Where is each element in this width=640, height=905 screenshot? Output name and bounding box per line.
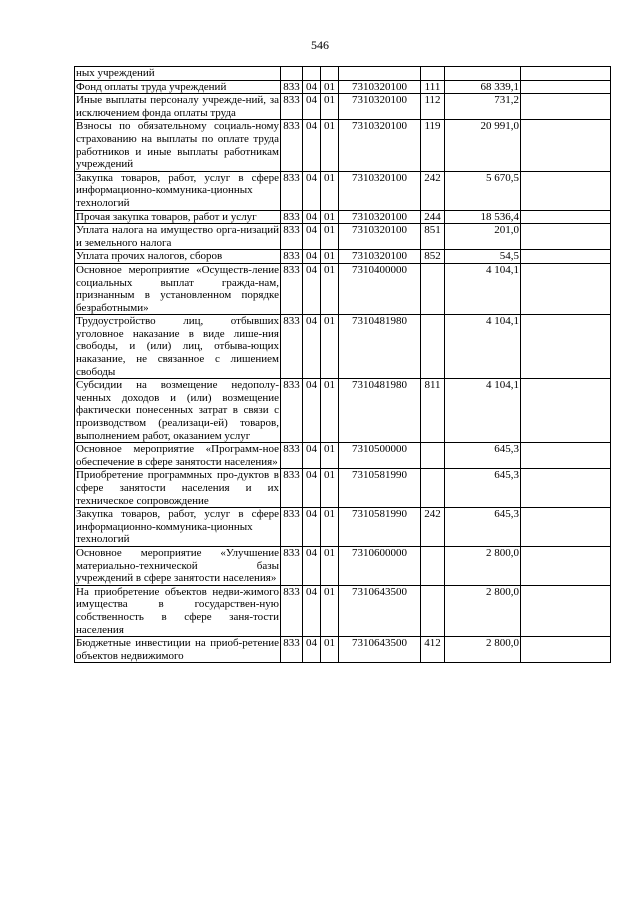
subsection-code-cell [321,67,339,81]
amount-cell: 18 536,4 [445,210,521,224]
subsection-code-cell: 01 [321,637,339,663]
row-name-cell: Основное мероприятие «Программ-ное обеспечение в сфере занятости населения» [76,443,279,468]
target-article-cell: 7310320100 [339,120,421,171]
section-code-cell: 04 [303,94,321,120]
subsection-code-cell: 01 [321,224,339,250]
ministry-code-cell: 833 [281,508,303,547]
expense-type-cell [421,315,445,379]
table-row [75,263,611,314]
table-row [75,171,611,210]
row-name-cell: Закупка товаров, работ, услуг в сфере информационно-коммуника-ционных технологий [76,171,279,209]
amount-cell [445,67,521,81]
extra-cell [521,443,611,469]
amount-cell: 4 104,1 [445,263,521,314]
row-name-cell: ных учреждений [75,67,281,81]
section-code-cell: 04 [303,585,321,636]
expense-type-cell: 242 [421,508,445,547]
section-code-cell: 04 [303,210,321,224]
subsection-code-cell: 01 [321,250,339,264]
table-row [75,80,611,94]
subsection-code-cell: 01 [321,443,339,469]
subsection-code-cell: 01 [321,80,339,94]
extra-cell [521,94,611,120]
table-row [75,379,611,443]
table-row [75,546,611,585]
subsection-code-cell: 01 [321,469,339,508]
extra-cell [521,210,611,224]
table-row [75,508,611,547]
row-name-cell: Основное мероприятие «Осуществ-ление социальных выплат гражда-нам, признанным в установленном порядке безработными» [76,263,279,314]
table-row [75,637,611,663]
target-article-cell: 7310320100 [339,171,421,210]
section-code-cell: 04 [303,171,321,210]
extra-cell [521,315,611,379]
expense-type-cell: 412 [421,637,445,663]
budget-table [74,66,611,663]
target-article-cell: 7310320100 [339,224,421,250]
section-code-cell [303,67,321,81]
extra-cell [521,637,611,663]
amount-cell: 20 991,0 [445,120,521,171]
table-row [75,469,611,508]
amount-cell: 2 800,0 [445,585,521,636]
row-name-cell: Бюджетные инвестиции на приоб-ретение объектов недвижимого [76,637,279,662]
target-article-cell: 7310581990 [339,508,421,547]
expense-type-cell [421,263,445,314]
section-code-cell: 04 [303,263,321,314]
subsection-code-cell: 01 [321,94,339,120]
subsection-code-cell: 01 [321,585,339,636]
target-article-cell: 7310581990 [339,469,421,508]
subsection-code-cell: 01 [321,263,339,314]
subsection-code-cell: 01 [321,120,339,171]
section-code-cell: 04 [303,379,321,443]
section-code-cell: 04 [303,469,321,508]
row-name-cell: Приобретение программных про-дуктов в сфере занятости населения и их техническое сопровождение [76,469,279,507]
section-code-cell: 04 [303,80,321,94]
ministry-code-cell: 833 [281,224,303,250]
table-row [75,120,611,171]
ministry-code-cell: 833 [281,250,303,264]
extra-cell [521,224,611,250]
section-code-cell: 04 [303,508,321,547]
ministry-code-cell: 833 [281,263,303,314]
ministry-code-cell: 833 [281,120,303,171]
ministry-code-cell: 833 [281,469,303,508]
expense-type-cell: 811 [421,379,445,443]
row-name-cell: На приобретение объектов недви-жимого имущества в государствен-ную собственность в сфере заня-тости населения [76,585,279,636]
section-code-cell: 04 [303,637,321,663]
amount-cell: 2 800,0 [445,546,521,585]
expense-type-cell: 111 [421,80,445,94]
expense-type-cell: 242 [421,171,445,210]
table-row [75,315,611,379]
row-name-cell: Фонд оплаты труда учреждений [75,80,281,94]
ministry-code-cell: 833 [281,379,303,443]
extra-cell [521,469,611,508]
amount-cell: 645,3 [445,508,521,547]
table-row [75,67,611,81]
expense-type-cell: 119 [421,120,445,171]
ministry-code-cell: 833 [281,171,303,210]
amount-cell: 731,2 [445,94,521,120]
target-article-cell: 7310600000 [339,546,421,585]
expense-type-cell: 852 [421,250,445,264]
row-name-cell: Трудоустройство лиц, отбывших уголовное наказание в виде лише-ния свободы, и (или) лиц, отбыва-ющих наказание, не связанное с лишением свободы [76,315,279,378]
amount-cell: 5 670,5 [445,171,521,210]
expense-type-cell: 244 [421,210,445,224]
amount-cell: 54,5 [445,250,521,264]
target-article-cell: 7310320100 [339,80,421,94]
extra-cell [521,546,611,585]
subsection-code-cell: 01 [321,546,339,585]
subsection-code-cell: 01 [321,171,339,210]
expense-type-cell [421,469,445,508]
row-name-cell: Субсидии на возмещение недополу-ченных доходов и (или) возмещение фактически понесенных затрат в связи с производством (реализаци-ей) товаров, выполнением работ, оказанием услуг [76,379,279,442]
amount-cell: 4 104,1 [445,315,521,379]
ministry-code-cell: 833 [281,637,303,663]
ministry-code-cell: 833 [281,80,303,94]
ministry-code-cell: 833 [281,94,303,120]
amount-cell: 645,3 [445,469,521,508]
extra-cell [521,171,611,210]
target-article-cell: 7310400000 [339,263,421,314]
row-name-cell: Уплата прочих налогов, сборов [75,250,281,264]
amount-cell: 68 339,1 [445,80,521,94]
extra-cell [521,379,611,443]
section-code-cell: 04 [303,315,321,379]
ministry-code-cell: 833 [281,315,303,379]
amount-cell: 645,3 [445,443,521,469]
target-article-cell: 7310643500 [339,585,421,636]
table-row [75,250,611,264]
extra-cell [521,585,611,636]
row-name-cell: Прочая закупка товаров, работ и услуг [75,210,281,224]
row-name-cell: Основное мероприятие «Улучшение материально-технической базы учреждений в сфере занятости населения» [76,546,279,585]
extra-cell [521,80,611,94]
extra-cell [521,508,611,547]
subsection-code-cell: 01 [321,315,339,379]
extra-cell [521,263,611,314]
row-name-cell: Уплата налога на имущество орга-низаций и земельного налога [76,224,279,249]
subsection-code-cell: 01 [321,210,339,224]
target-article-cell: 7310320100 [339,210,421,224]
target-article-cell: 7310481980 [339,315,421,379]
subsection-code-cell: 01 [321,379,339,443]
expense-type-cell [421,585,445,636]
amount-cell: 4 104,1 [445,379,521,443]
section-code-cell: 04 [303,120,321,171]
row-name-cell: Взносы по обязательному социаль-ному страхованию на выплаты по оплате труда работников и иные выплаты работникам учреждений [76,120,279,171]
table-row [75,94,611,120]
table-row [75,443,611,469]
section-code-cell: 04 [303,224,321,250]
subsection-code-cell: 01 [321,508,339,547]
ministry-code-cell: 833 [281,585,303,636]
target-article-cell: 7310500000 [339,443,421,469]
ministry-code-cell: 833 [281,210,303,224]
target-article-cell: 7310481980 [339,379,421,443]
expense-type-cell: 851 [421,224,445,250]
ministry-code-cell: 833 [281,443,303,469]
table-row [75,210,611,224]
expense-type-cell [421,546,445,585]
table-row [75,224,611,250]
target-article-cell: 7310643500 [339,637,421,663]
target-article-cell: 7310320100 [339,94,421,120]
amount-cell: 201,0 [445,224,521,250]
ministry-code-cell [281,67,303,81]
section-code-cell: 04 [303,546,321,585]
section-code-cell: 04 [303,250,321,264]
expense-type-cell [421,443,445,469]
extra-cell [521,67,611,81]
amount-cell: 2 800,0 [445,637,521,663]
row-name-cell: Закупка товаров, работ, услуг в сфере информационно-коммуника-ционных технологий [76,508,279,546]
expense-type-cell [421,67,445,81]
extra-cell [521,120,611,171]
extra-cell [521,250,611,264]
expense-type-cell: 112 [421,94,445,120]
target-article-cell: 7310320100 [339,250,421,264]
table-row [75,585,611,636]
page-number: 546 [311,38,329,52]
section-code-cell: 04 [303,443,321,469]
ministry-code-cell: 833 [281,546,303,585]
row-name-cell: Иные выплаты персоналу учрежде-ний, за исключением фонда оплаты труда [76,94,279,119]
target-article-cell [339,67,421,81]
